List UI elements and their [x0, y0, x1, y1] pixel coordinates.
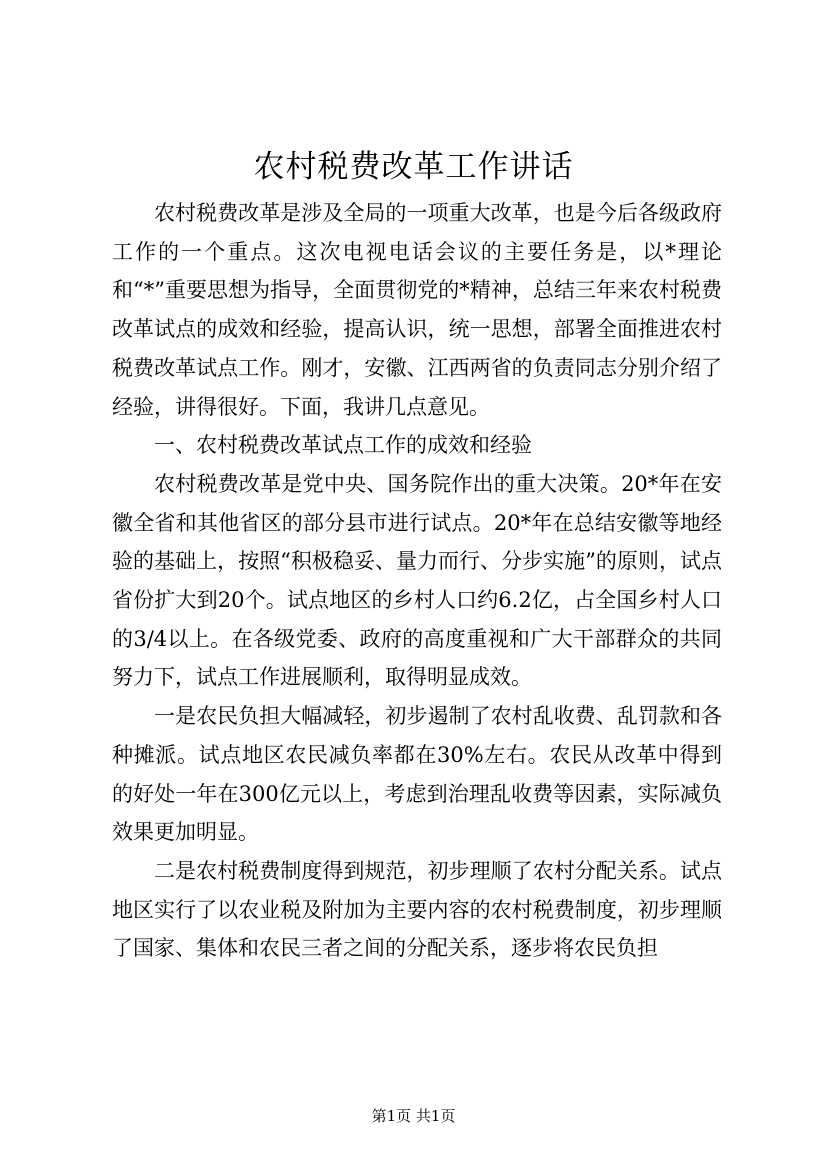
paragraph-point-two: 二是农村税费制度得到规范，初步理顺了农村分配关系。试点地区实行了以农业税及附加为主要内容的农村税费制度，初步理顺了国家、集体和农民三者之间的分配关系，逐步将农民负担	[112, 858, 722, 961]
page-footer: 第1页 共1页	[371, 1107, 456, 1125]
paragraph-point-one: 一是农民负担大幅减轻，初步遏制了农村乱收费、乱罚款和各种摊派。试点地区农民减负率都在30%左右。农民从改革中得到的好处一年在300亿元以上，考虑到治理乱收费等因素，实际减负效果更加明显。	[112, 704, 722, 845]
paragraph-intro: 农村税费改革是涉及全局的一项重大改革，也是今后各级政府工作的一个重点。这次电视电话会议的主要任务是，以*理论和“*”重要思想为指导，全面贯彻党的*精神，总结三年来农村税费改革试点的成效和经验，提高认识，统一思想，部署全面推进农村税费改革试点工作。刚才，安徽、江西两省的负责同志分别介绍了经验，讲得很好。下面，我讲几点意见。	[112, 201, 722, 419]
section-heading: 一、农村税费改革试点工作的成效和经验	[154, 433, 532, 458]
paragraph-background: 农村税费改革是党中央、国务院作出的重大决策。20*年在安徽全省和其他省区的部分县市进行试点。20*年在总结安徽等地经验的基础上，按照“积极稳妥、量力而行、分步实施”的原则，试点省份扩大到20个。试点地区的乡村人口约6.2亿，占全国乡村人口的3/4以上。在各级党委、政府的高度重视和广大干部群众的共同努力下，试点工作进展顺利，取得明显成效。	[112, 471, 722, 690]
document-title: 农村税费改革工作讲话	[253, 149, 574, 185]
document-body	[112, 194, 722, 968]
